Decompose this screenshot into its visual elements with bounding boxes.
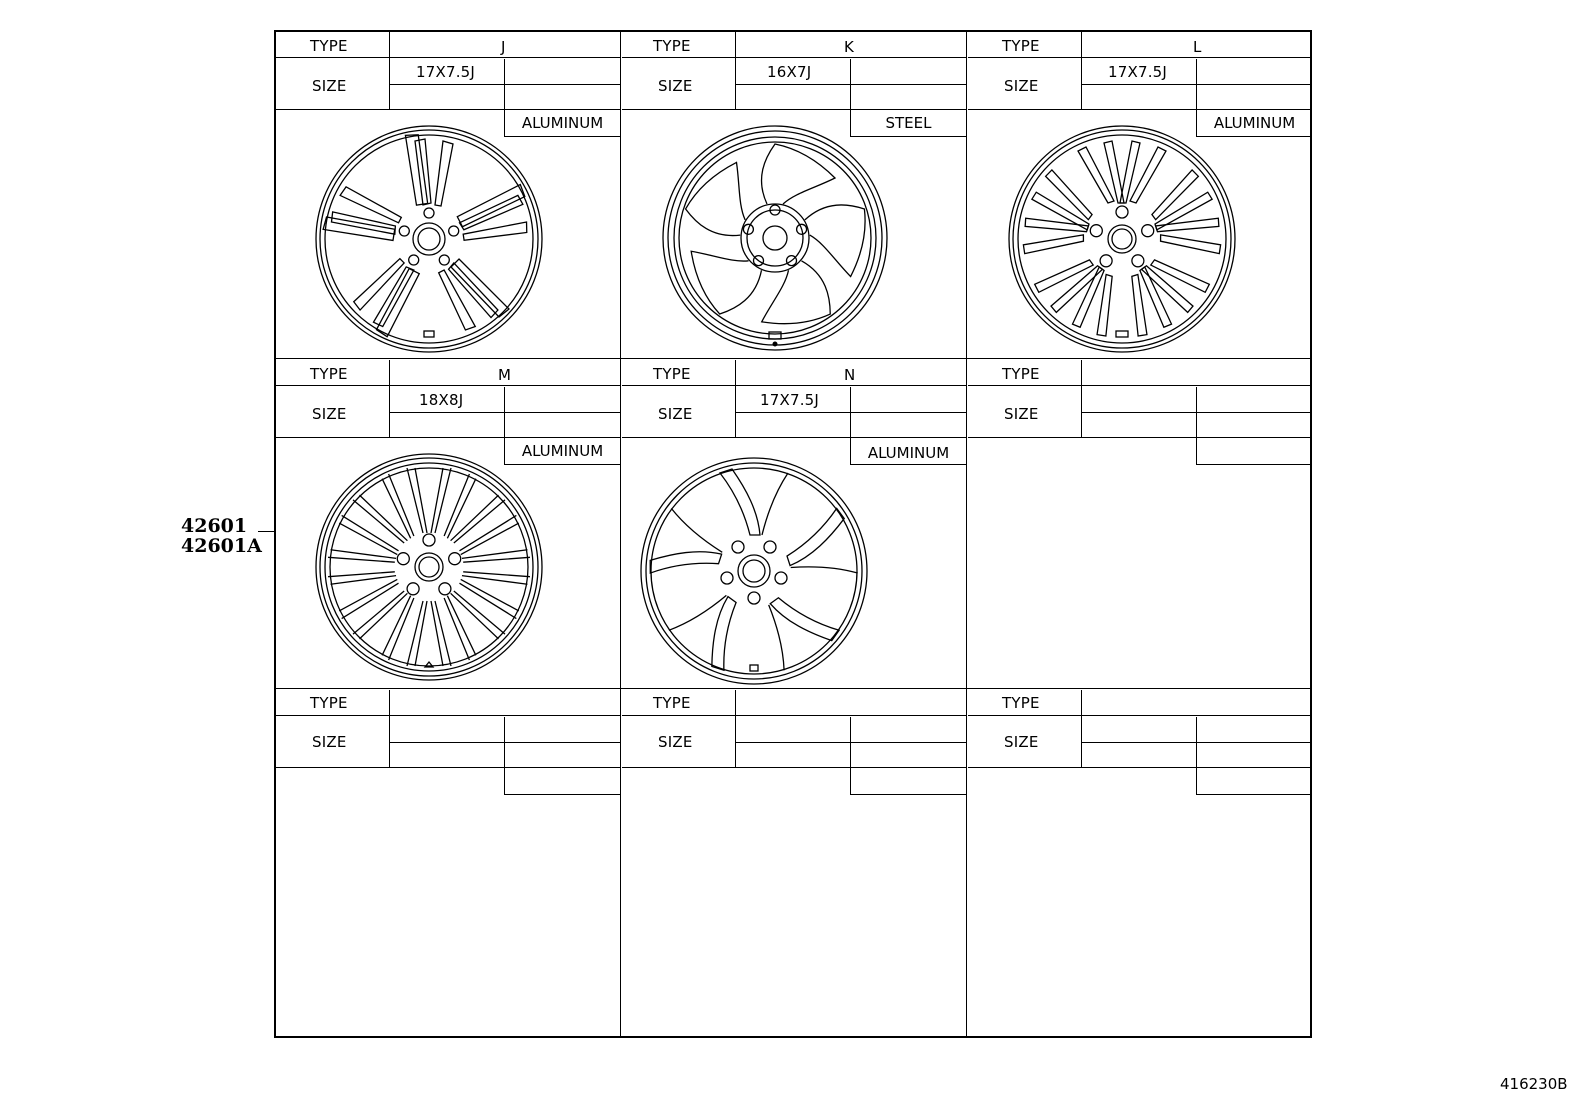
wheel-k-icon bbox=[661, 124, 889, 352]
type-value: L bbox=[1193, 38, 1202, 56]
type-label: TYPE bbox=[1002, 365, 1040, 383]
size-value: 17X7.5J bbox=[1108, 63, 1168, 81]
wheel-cell-empty bbox=[276, 690, 622, 1038]
type-value: M bbox=[498, 366, 512, 384]
type-label: TYPE bbox=[310, 365, 348, 383]
size-label: SIZE bbox=[312, 733, 347, 751]
row-divider bbox=[276, 688, 1310, 689]
part-number-42601a: 42601A bbox=[181, 535, 262, 557]
material-label: ALUMINUM bbox=[521, 114, 604, 132]
wheel-cell-empty bbox=[622, 690, 968, 1038]
figure-number: 416230B bbox=[1500, 1075, 1568, 1093]
type-label: TYPE bbox=[310, 694, 348, 712]
size-label: SIZE bbox=[1004, 733, 1039, 751]
wheel-n-icon bbox=[639, 456, 869, 686]
type-label: TYPE bbox=[653, 694, 691, 712]
part-number-callout bbox=[181, 516, 262, 556]
type-value: J bbox=[501, 38, 506, 56]
size-label: SIZE bbox=[1004, 405, 1039, 423]
type-label: TYPE bbox=[310, 37, 348, 55]
size-value: 18X8J bbox=[419, 391, 464, 409]
type-label: TYPE bbox=[653, 365, 691, 383]
size-label: SIZE bbox=[658, 77, 693, 95]
callout-leader-line bbox=[258, 531, 274, 532]
row-divider bbox=[276, 358, 1310, 359]
size-label: SIZE bbox=[1004, 77, 1039, 95]
material-label: ALUMINUM bbox=[521, 442, 604, 460]
wheel-m-icon bbox=[314, 452, 544, 682]
wheel-cell-empty bbox=[968, 690, 1314, 1038]
size-label: SIZE bbox=[658, 405, 693, 423]
type-value: K bbox=[844, 38, 855, 56]
type-label: TYPE bbox=[1002, 694, 1040, 712]
size-label: SIZE bbox=[312, 405, 347, 423]
wheel-cell-empty bbox=[968, 360, 1314, 690]
size-value: 17X7.5J bbox=[416, 63, 476, 81]
size-value: 16X7J bbox=[767, 63, 812, 81]
part-number-42601: 42601 bbox=[181, 515, 248, 537]
type-value: N bbox=[844, 366, 856, 384]
size-value: 17X7.5J bbox=[760, 391, 820, 409]
material-label: ALUMINUM bbox=[867, 444, 950, 462]
size-label: SIZE bbox=[312, 77, 347, 95]
material-label: STEEL bbox=[885, 114, 932, 132]
wheel-j-icon bbox=[314, 124, 544, 354]
size-label: SIZE bbox=[658, 733, 693, 751]
wheel-l-icon bbox=[1007, 124, 1237, 354]
type-label: TYPE bbox=[1002, 37, 1040, 55]
material-label: ALUMINUM bbox=[1213, 114, 1296, 132]
type-label: TYPE bbox=[653, 37, 691, 55]
